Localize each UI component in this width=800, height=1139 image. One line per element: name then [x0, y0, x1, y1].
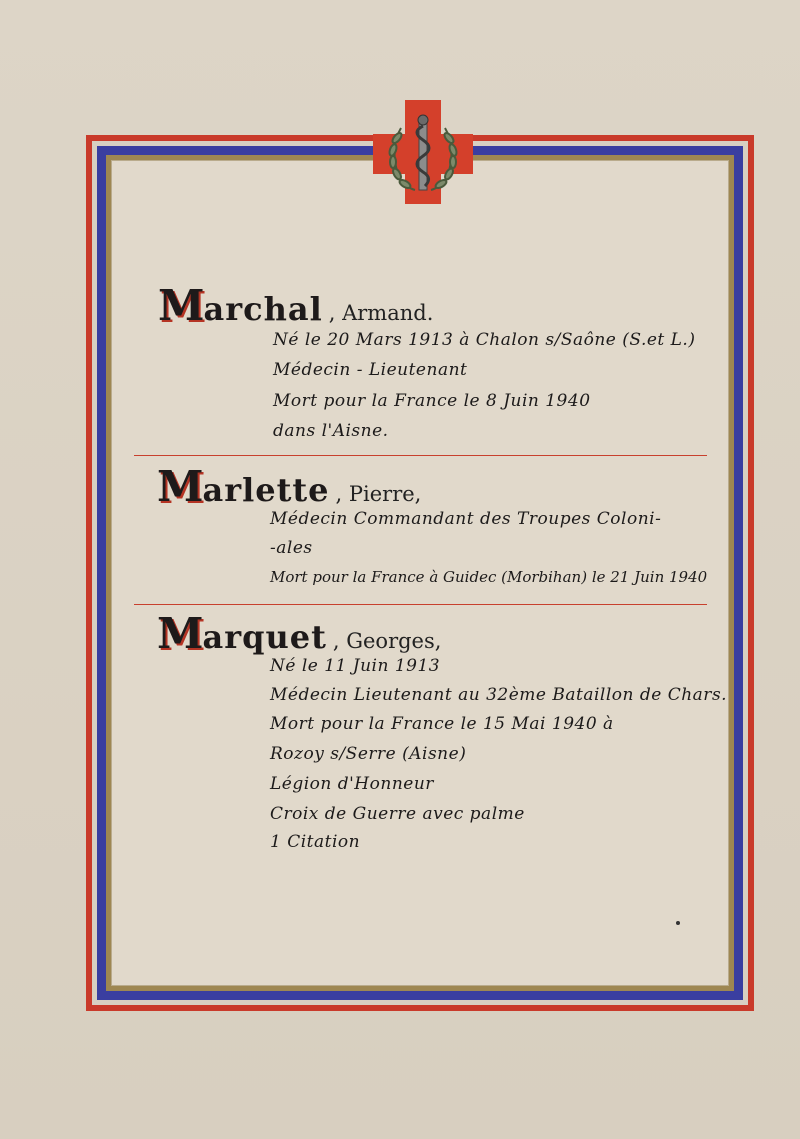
entry-heading	[157, 462, 421, 511]
surname: arquet	[202, 618, 327, 656]
entry-line: Mort pour la France à Guidec (Morbihan) le 21 Juin 1940	[270, 568, 708, 586]
entry-line: dans l'Aisne.	[273, 421, 389, 441]
given-name: , Armand.	[328, 301, 434, 325]
entry-line: Mort pour la France le 8 Juin 1940	[273, 391, 591, 411]
entry-line: Médecin - Lieutenant	[273, 360, 468, 380]
surname-initial: M	[157, 462, 203, 511]
entry-heading	[157, 609, 441, 658]
entry-line: Légion d'Honneur	[270, 774, 434, 794]
separator-rule	[134, 604, 707, 605]
surname-initial: M	[158, 281, 204, 330]
separator-rule	[134, 455, 707, 456]
entry-line: Médecin Commandant des Troupes Coloni-	[270, 509, 662, 529]
entry-line: Mort pour la France le 15 Mai 1940 à	[270, 714, 614, 734]
caduceus-laurel-cross-icon	[371, 98, 475, 206]
entry-line: -ales	[270, 538, 313, 558]
surname: archal	[203, 290, 323, 328]
entry-line: Croix de Guerre avec palme	[270, 804, 525, 824]
surname: arlette	[202, 471, 330, 509]
entry-line: Médecin Lieutenant au 32ème Bataillon de Chars.	[270, 685, 728, 705]
entry-line: 1 Citation	[270, 832, 361, 852]
entry-line: Rozoy s/Serre (Aisne)	[270, 744, 467, 764]
entry-line: Né le 20 Mars 1913 à Chalon s/Saône (S.et L.)	[273, 330, 696, 350]
entry-heading	[158, 281, 433, 330]
given-name: , Pierre,	[335, 482, 422, 506]
entry-line: Né le 11 Juin 1913	[270, 656, 441, 676]
ink-spot	[676, 921, 680, 925]
surname-initial: M	[157, 609, 203, 658]
given-name: , Georges,	[332, 629, 442, 653]
